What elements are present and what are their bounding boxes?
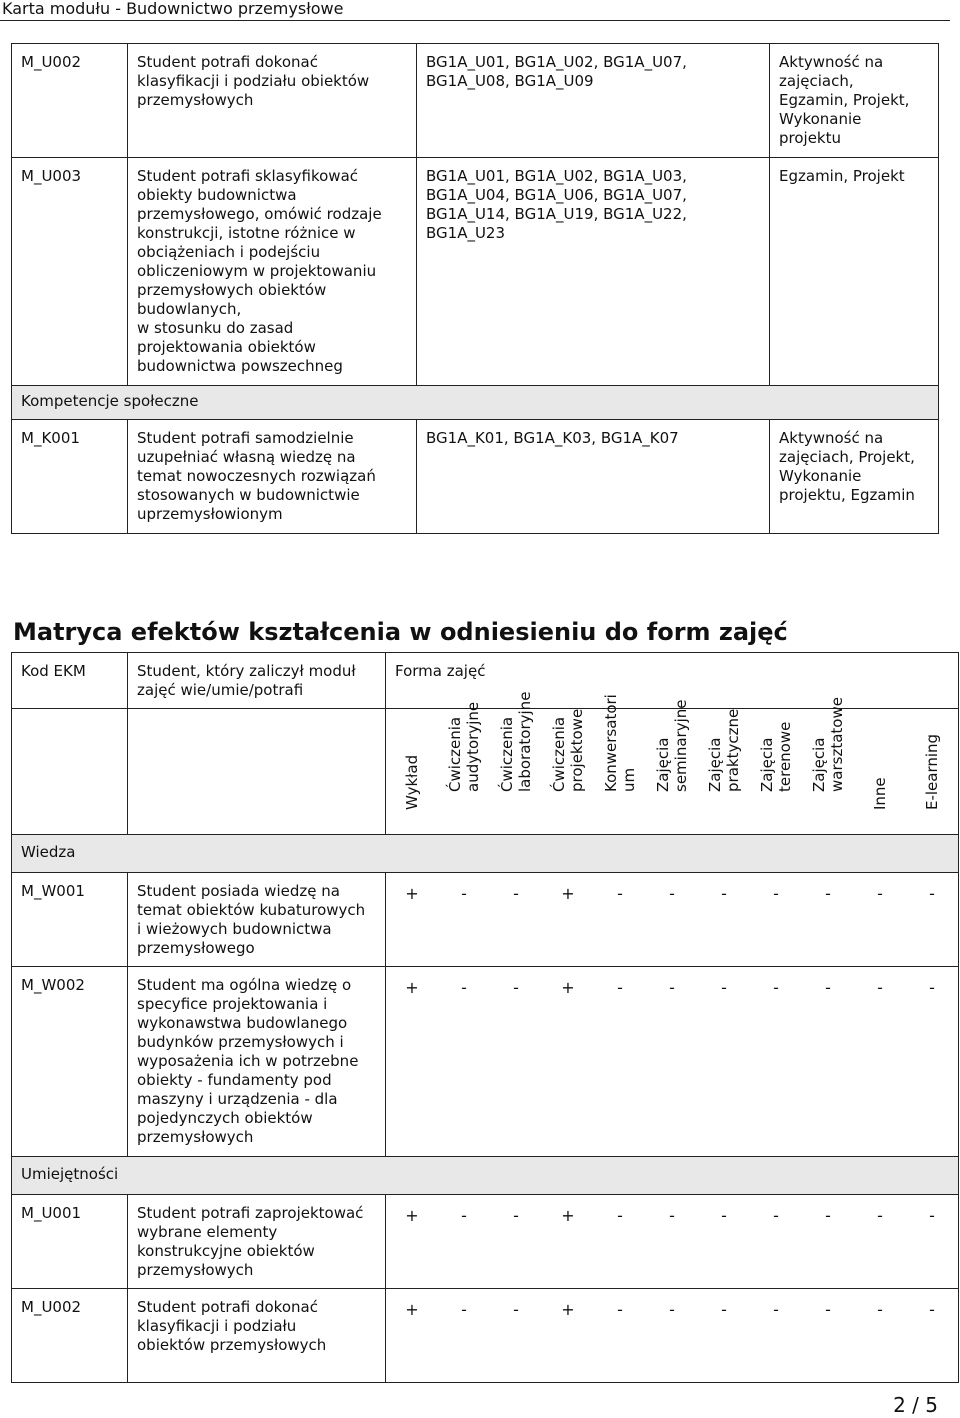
outcome-references <box>417 44 770 158</box>
form-column-header <box>906 713 958 828</box>
form-column-label-line: terenowe <box>776 721 794 792</box>
form-marks-cell <box>386 873 959 967</box>
form-column-label-line: Wykład <box>403 754 421 810</box>
section-label-text: Kompetencje społeczne <box>21 392 199 410</box>
form-column-label-line: Inne <box>871 777 889 810</box>
form-mark: + <box>561 884 575 903</box>
outcome-code <box>12 44 128 158</box>
form-column-label <box>706 709 742 792</box>
outcome-code <box>12 1195 128 1289</box>
outcome-references-text: BG1A_K01, BG1A_K03, BG1A_K07 <box>426 429 679 447</box>
kod-ekm-header: Kod EKM <box>12 653 128 709</box>
blank-header-cell <box>12 709 128 835</box>
form-column-label <box>403 755 421 810</box>
verification-methods-text: Egzamin, Projekt <box>779 167 905 185</box>
form-mark: - <box>877 1206 883 1225</box>
form-mark: - <box>617 884 623 903</box>
form-columns-cell <box>386 691 959 835</box>
student-header-text: Student, który zaliczył moduł zajęć wie/umie/potrafi <box>137 662 356 699</box>
form-column-label <box>654 700 690 792</box>
form-mark: - <box>513 1206 519 1225</box>
form-mark: - <box>461 978 467 997</box>
verification-methods <box>770 158 939 386</box>
outcome-code <box>12 873 128 967</box>
outcome-references-text: BG1A_U01, BG1A_U02, BG1A_U03, BG1A_U04, BG1A_U06, BG1A_U07, BG1A_U14, BG1A_U19, BG1A_U22, BG1A_U23 <box>426 167 687 242</box>
form-mark: - <box>929 978 935 997</box>
table-row <box>12 158 939 386</box>
outcome-code <box>12 967 128 1157</box>
verification-methods <box>770 420 939 534</box>
section-row <box>12 386 939 420</box>
form-mark: - <box>929 1300 935 1319</box>
outcome-description <box>128 158 417 386</box>
form-column-label-line: laboratoryjne <box>516 691 534 792</box>
form-mark: - <box>617 978 623 997</box>
form-column-header <box>594 694 646 828</box>
form-column-label-line: Zajęcia <box>706 737 724 792</box>
form-column-label-line: audytoryjne <box>464 701 482 792</box>
table-row <box>12 873 959 967</box>
form-mark: - <box>617 1300 623 1319</box>
form-column-label-line: Ćwiczenia <box>498 716 516 792</box>
form-mark: - <box>877 1300 883 1319</box>
section-label <box>12 386 939 420</box>
form-mark: + <box>405 978 419 997</box>
outcome-description <box>128 420 417 534</box>
form-column-header <box>802 697 854 828</box>
form-mark: - <box>773 884 779 903</box>
outcome-description-text: Student potrafi dokonać klasyfikacji i podziału obiektów przemysłowych <box>137 53 370 109</box>
section-label-text: Umiejętności <box>21 1165 119 1183</box>
table-row <box>12 967 959 1157</box>
form-mark: - <box>773 1300 779 1319</box>
form-mark: + <box>405 1300 419 1319</box>
form-column-label <box>498 692 534 792</box>
outcome-code <box>12 1289 128 1383</box>
page-header <box>0 0 960 22</box>
table-row <box>12 1195 959 1289</box>
form-mark: - <box>461 1300 467 1319</box>
section-label <box>12 835 959 873</box>
form-column-header <box>854 713 906 828</box>
form-column-label <box>446 702 482 792</box>
form-column-label-line: Zajęcia <box>758 737 776 792</box>
outcome-references-text: BG1A_U01, BG1A_U02, BG1A_U07, BG1A_U08, BG1A_U09 <box>426 53 687 90</box>
form-mark: - <box>461 884 467 903</box>
form-mark: - <box>773 1206 779 1225</box>
form-column-header <box>386 713 438 828</box>
form-mark: + <box>405 884 419 903</box>
page-number: 2 / 5 <box>893 1393 938 1417</box>
outcome-code-text: M_U002 <box>21 1298 82 1316</box>
table-row <box>12 44 939 158</box>
form-mark: - <box>825 978 831 997</box>
form-mark: + <box>561 978 575 997</box>
form-column-label-line: um <box>620 767 638 792</box>
form-mark: - <box>825 1300 831 1319</box>
form-mark: - <box>877 978 883 997</box>
form-column-label-line: seminaryjne <box>672 699 690 792</box>
outcome-description <box>128 873 386 967</box>
table-row <box>12 1289 959 1383</box>
form-mark: - <box>825 884 831 903</box>
blank-header-cell <box>128 709 386 835</box>
form-mark: - <box>721 1206 727 1225</box>
outcome-code-text: M_W001 <box>21 882 85 900</box>
outcome-code <box>12 420 128 534</box>
outcome-description-text: Student potrafi zaprojektować wybrane elementy konstrukcyjne obiektów przemysłowych <box>137 1204 364 1279</box>
header-divider <box>0 20 950 21</box>
form-mark: - <box>461 1206 467 1225</box>
form-column-label-line: Ćwiczenia <box>550 716 568 792</box>
outcome-references <box>417 420 770 534</box>
outcomes-matrix-table <box>11 652 959 1383</box>
verification-methods-text: Aktywność na zajęciach, Egzamin, Projekt, Wykonanie projektu <box>779 53 910 147</box>
learning-outcomes-table <box>11 43 939 534</box>
forma-zajec-header: Forma zajęć <box>386 653 959 709</box>
form-column-label <box>871 777 889 810</box>
section-row <box>12 1157 959 1195</box>
table-row <box>12 420 939 534</box>
form-column-header <box>542 708 594 828</box>
outcome-references <box>417 158 770 386</box>
form-column-label-line: Zajęcia <box>654 737 672 792</box>
outcome-code-text: M_U001 <box>21 1204 82 1222</box>
form-column-header <box>646 699 698 828</box>
form-mark: - <box>513 884 519 903</box>
form-mark: - <box>929 884 935 903</box>
form-mark: - <box>669 978 675 997</box>
outcome-description-text: Student potrafi dokonać klasyfikacji i podziału obiektów przemysłowych <box>137 1298 327 1354</box>
form-mark: - <box>669 1300 675 1319</box>
outcome-code-text: M_K001 <box>21 429 80 447</box>
outcome-code <box>12 158 128 386</box>
outcome-description-text: Student posiada wiedzę na temat obiektów kubaturowych i wieżowych budownictwa przemysłowego <box>137 882 366 957</box>
section-label <box>12 1157 959 1195</box>
form-mark: - <box>617 1206 623 1225</box>
matrix-title: Matryca efektów kształcenia w odniesieniu do form zajęć <box>13 618 788 646</box>
form-column-header <box>490 691 542 828</box>
form-mark: - <box>669 884 675 903</box>
form-mark: - <box>721 884 727 903</box>
form-column-header <box>438 701 490 828</box>
form-column-label-line: Zajęcia <box>810 737 828 792</box>
form-column-label-line: E-learning <box>923 733 941 810</box>
section-label-text: Wiedza <box>21 843 76 861</box>
form-mark: + <box>561 1206 575 1225</box>
form-mark: + <box>561 1300 575 1319</box>
form-column-label <box>550 709 586 792</box>
form-mark: - <box>877 884 883 903</box>
form-mark: - <box>773 978 779 997</box>
form-column-label-line: Ćwiczenia <box>446 716 464 792</box>
outcome-description <box>128 44 417 158</box>
form-marks <box>386 967 958 997</box>
outcome-description <box>128 967 386 1157</box>
form-mark: - <box>669 1206 675 1225</box>
form-marks <box>386 873 958 903</box>
form-column-label <box>810 697 846 792</box>
outcome-description <box>128 1289 386 1383</box>
matrix-columns-row <box>12 709 959 835</box>
form-mark: + <box>405 1206 419 1225</box>
outcome-description <box>128 1195 386 1289</box>
outcome-description-text: Student potrafi samodzielnie uzupełniać własną wiedzę na temat nowoczesnych rozwiązań stosowanych w budownictwie uprzemysłowionym <box>137 429 376 523</box>
form-column-header <box>698 708 750 828</box>
form-column-label <box>602 694 638 792</box>
module-card-title: Karta modułu - Budownictwo przemysłowe <box>2 0 344 18</box>
outcome-code-text: M_U003 <box>21 167 82 185</box>
outcome-code-text: M_U002 <box>21 53 82 71</box>
verification-methods <box>770 44 939 158</box>
outcome-description-text: Student potrafi sklasyfikować obiekty budownictwa przemysłowego, omówić rodzaje konstrukcji, istotne różnice w obciążeniach i podejściu obliczeniowym w projektowaniu przemysłowych obiektów budowlanych, w stosunku do zasad projektowania obiektów budownictwa powszechneg <box>137 167 382 375</box>
outcome-code-text: M_W002 <box>21 976 85 994</box>
form-mark: - <box>825 1206 831 1225</box>
form-marks-cell <box>386 1195 959 1289</box>
form-mark: - <box>721 978 727 997</box>
form-marks-cell <box>386 1289 959 1383</box>
form-column-label-line: projektowe <box>568 708 586 792</box>
form-marks <box>386 1195 958 1225</box>
section-row <box>12 835 959 873</box>
form-column-label-line: Konwersatori <box>602 694 620 792</box>
verification-methods-text: Aktywność na zajęciach, Projekt, Wykonanie projektu, Egzamin <box>779 429 915 504</box>
form-column-label <box>923 734 941 810</box>
form-column-header <box>750 713 802 828</box>
form-column-label <box>758 722 794 792</box>
form-mark: - <box>929 1206 935 1225</box>
form-mark: - <box>513 978 519 997</box>
form-mark: - <box>513 1300 519 1319</box>
student-header <box>128 653 386 709</box>
outcome-description-text: Student ma ogólna wiedzę o specyfice projektowania i wykonawstwa budowlanego budynków przemysłowych i wyposażenia ich w potrzebne obiekty - fundamenty pod maszyny i urządzenia - dla pojedynczych obiektów przemysłowych <box>137 976 359 1146</box>
form-marks <box>386 1289 958 1319</box>
form-column-label-line: warsztatowe <box>828 697 846 792</box>
form-mark: - <box>721 1300 727 1319</box>
form-column-label-line: praktyczne <box>724 708 742 792</box>
form-marks-cell <box>386 967 959 1157</box>
